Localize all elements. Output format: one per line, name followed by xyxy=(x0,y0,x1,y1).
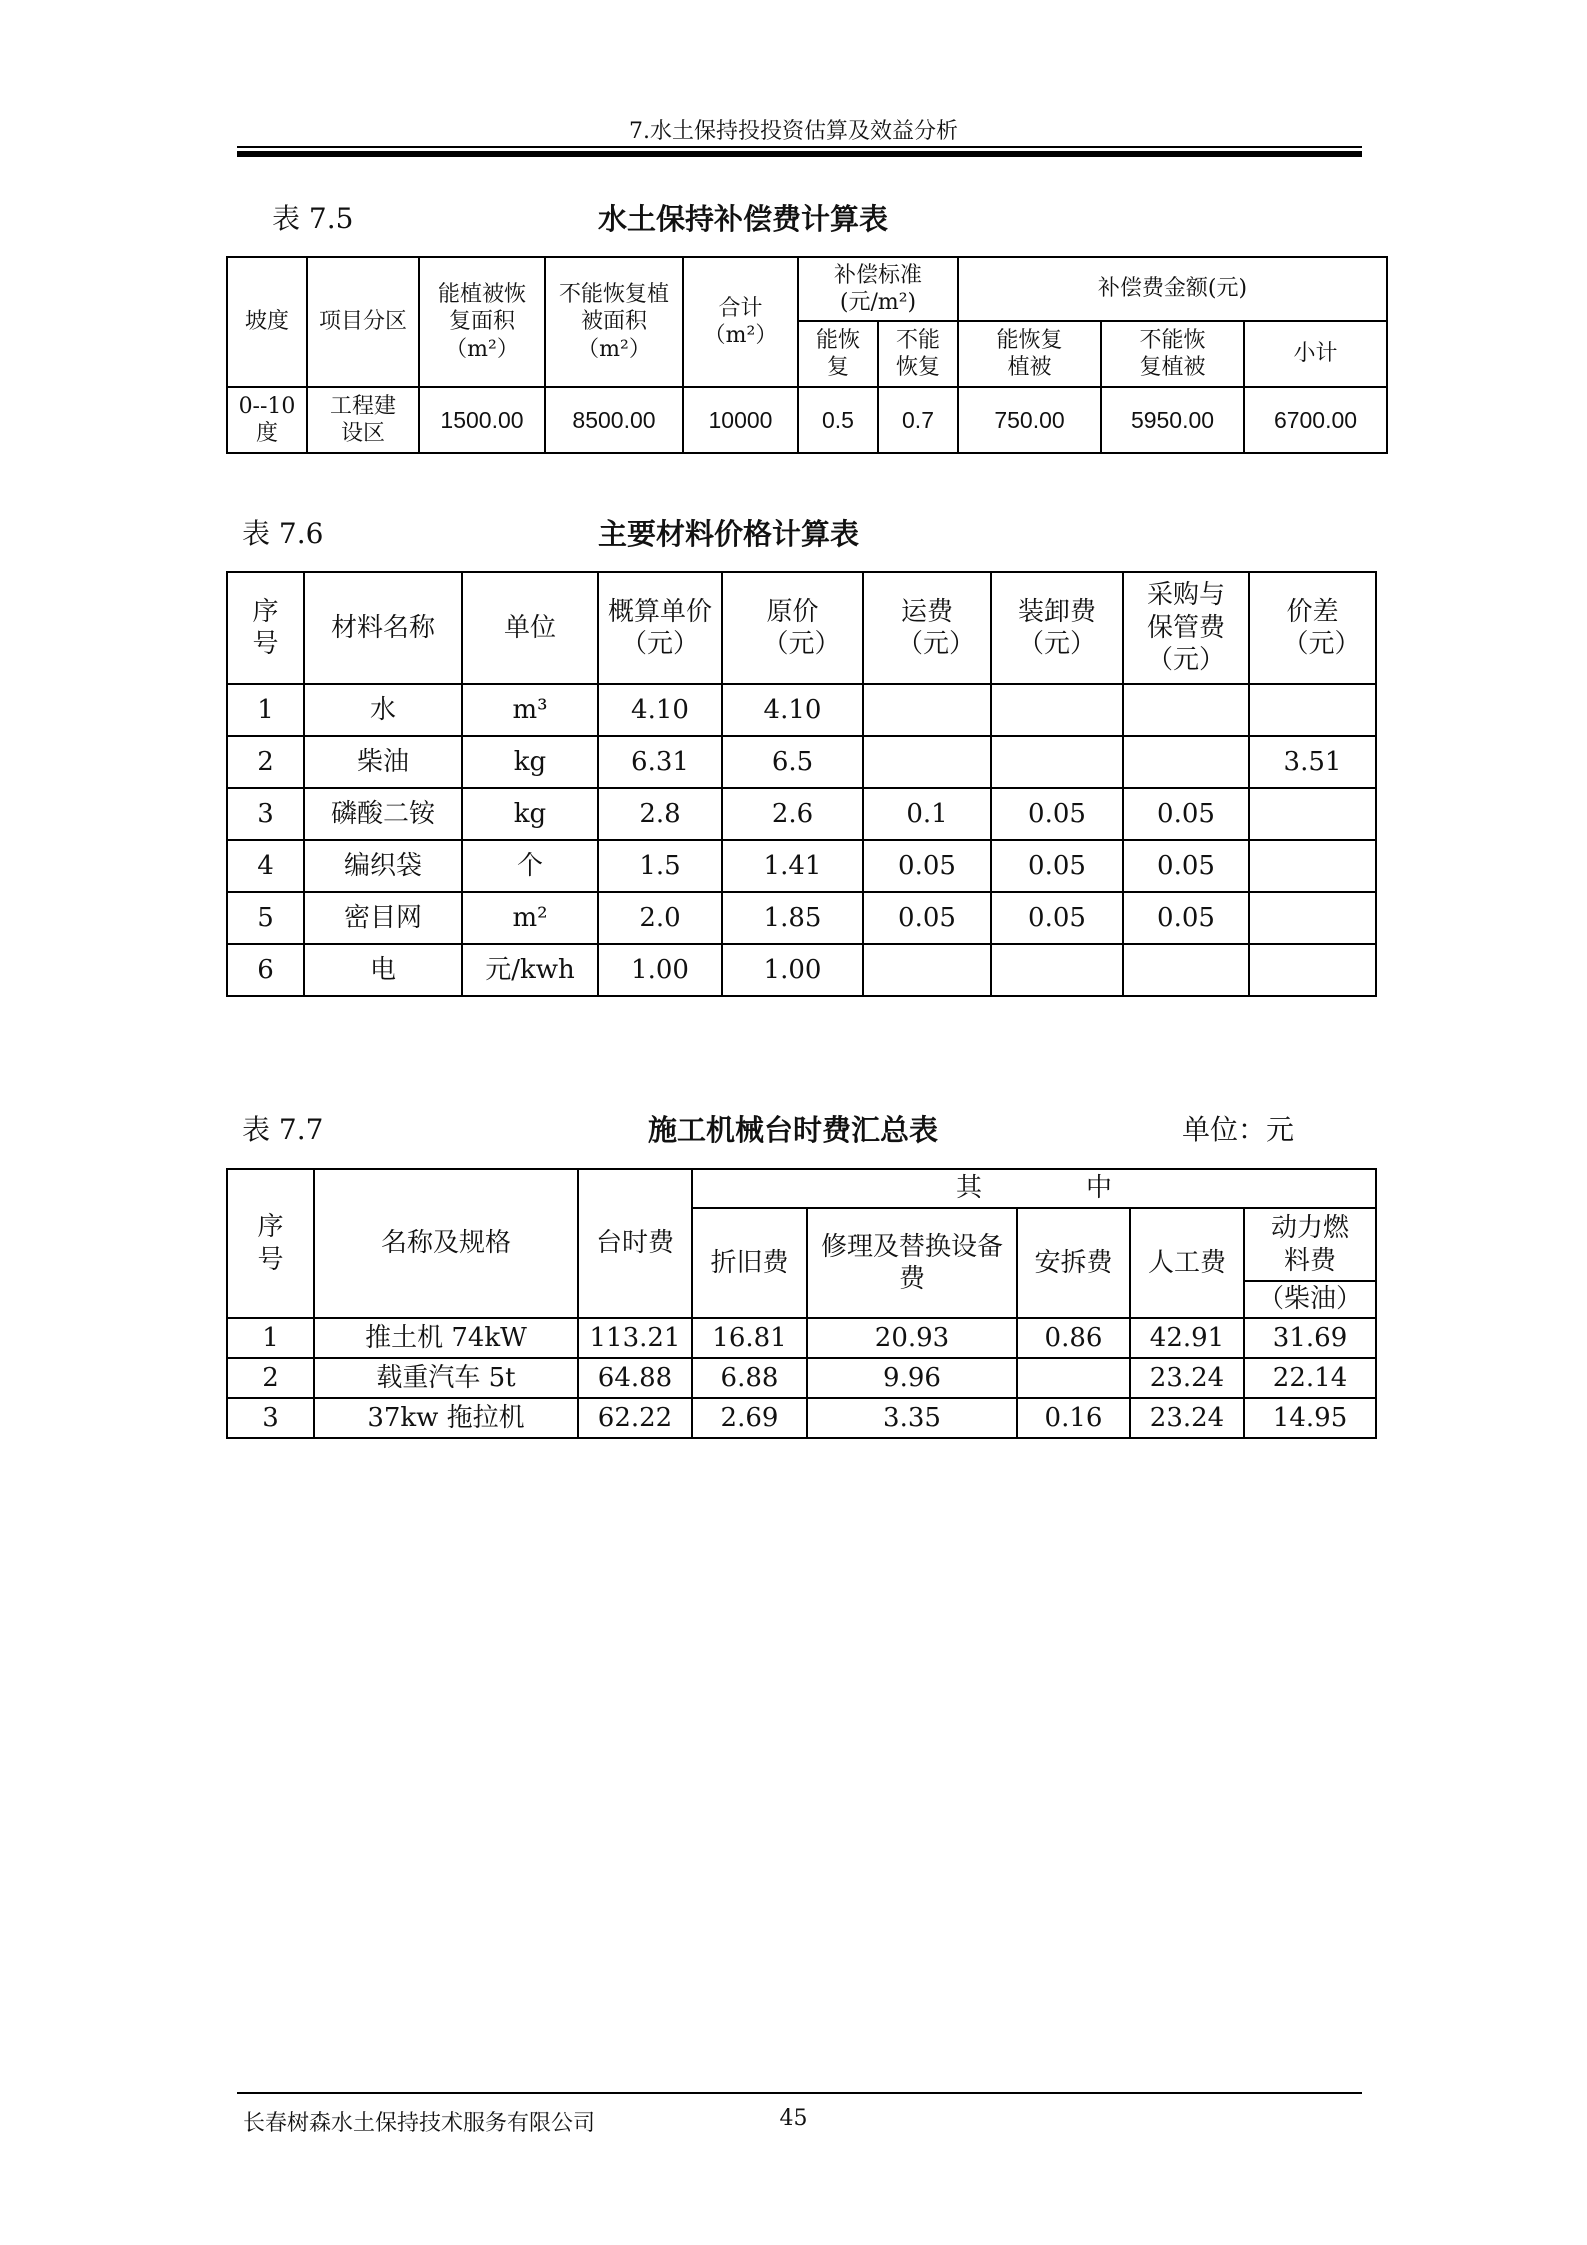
th-seq xyxy=(227,572,304,684)
table-row xyxy=(227,840,1376,892)
cell: m² xyxy=(462,892,598,944)
running-header: 7.水土保持投投资估算及效益分析 xyxy=(629,119,958,144)
th-repair-text: 修理及替换设备费 xyxy=(821,1231,1004,1294)
th-freight xyxy=(863,572,991,684)
cell xyxy=(863,736,991,788)
cell: m³ xyxy=(462,684,598,736)
table-row xyxy=(227,736,1376,788)
th-restorable xyxy=(798,321,878,387)
cell: 3.35 xyxy=(807,1398,1017,1438)
th-fuel-note: （柴油） xyxy=(1244,1281,1376,1318)
footer-company: 长春树森水土保持技术服务有限公司 xyxy=(243,2111,596,2136)
th-standard-text: 补偿标准 xyxy=(834,262,923,288)
cell: 6.31 xyxy=(598,736,722,788)
table-row xyxy=(227,788,1376,840)
cell: 20.93 xyxy=(807,1318,1017,1358)
cell: 0.86 xyxy=(1017,1318,1130,1358)
th-repair xyxy=(807,1208,1017,1318)
cell: 8500.00 xyxy=(545,387,683,453)
cell: 4.10 xyxy=(598,684,722,736)
th-restorable-text: 能恢复 xyxy=(815,327,860,380)
th-nonrestorable-area-text: 不能恢复植被面积 xyxy=(559,281,670,335)
cell: 密目网 xyxy=(304,892,462,944)
cell: 2 xyxy=(227,736,304,788)
th-original-price-text: 原价（元） xyxy=(762,596,841,659)
cell: 4.10 xyxy=(722,684,863,736)
th-restorable-veg xyxy=(958,321,1101,387)
table-row xyxy=(227,1358,1376,1398)
cell xyxy=(991,736,1123,788)
th-install: 安拆费 xyxy=(1017,1208,1130,1318)
cell: 2 xyxy=(227,1358,314,1398)
cell: 4 xyxy=(227,840,304,892)
cell: 0.16 xyxy=(1017,1398,1130,1438)
cell: 64.88 xyxy=(578,1358,692,1398)
cell: 0.05 xyxy=(863,840,991,892)
th-unit: 单位 xyxy=(462,572,598,684)
cell: 电 xyxy=(304,944,462,996)
cell: 2.0 xyxy=(598,892,722,944)
cell-zone xyxy=(307,387,419,453)
cell: 6700.00 xyxy=(1244,387,1387,453)
th-subtotal: 小计 xyxy=(1244,321,1387,387)
cell: 5 xyxy=(227,892,304,944)
cell: 6.5 xyxy=(722,736,863,788)
cell: 0.05 xyxy=(991,840,1123,892)
th-restorable-veg-text: 能恢复植被 xyxy=(996,327,1063,380)
cell xyxy=(1249,892,1376,944)
cell: 3 xyxy=(227,788,304,840)
cell: 0.7 xyxy=(878,387,958,453)
cell xyxy=(1249,944,1376,996)
th-nonrestorable xyxy=(878,321,958,387)
cell: 23.24 xyxy=(1130,1358,1244,1398)
cell xyxy=(863,684,991,736)
th-standard-unit: (元/m²) xyxy=(839,290,917,315)
cell: 23.24 xyxy=(1130,1398,1244,1438)
th-zone: 项目分区 xyxy=(307,257,419,387)
footer-rule xyxy=(237,2092,1362,2094)
th-seq xyxy=(227,1169,314,1318)
cell xyxy=(863,944,991,996)
cell: 1 xyxy=(227,684,304,736)
cell: 0.05 xyxy=(1123,840,1249,892)
th-nonrestorable-area xyxy=(545,257,683,387)
table-7-7-label: 表 7.7 xyxy=(242,1113,324,1146)
table-row xyxy=(227,387,1387,453)
th-seq-text: 序号 xyxy=(252,596,279,659)
th-amount: 补偿费金额(元) xyxy=(958,257,1387,321)
cell: 0.1 xyxy=(863,788,991,840)
header-rule-thick xyxy=(237,151,1362,157)
cell: 3.51 xyxy=(1249,736,1376,788)
cell xyxy=(1123,944,1249,996)
table-row xyxy=(227,1318,1376,1358)
table-row xyxy=(227,1398,1376,1438)
cell: 62.22 xyxy=(578,1398,692,1438)
th-area-unit: （m²） xyxy=(577,336,651,362)
cell: 1500.00 xyxy=(419,387,545,453)
cell: 1.00 xyxy=(722,944,863,996)
cell: kg xyxy=(462,788,598,840)
cell: 0.05 xyxy=(1123,892,1249,944)
table-7-6-label: 表 7.6 xyxy=(242,517,324,550)
table-row xyxy=(227,684,1376,736)
cell: 0.05 xyxy=(863,892,991,944)
th-handling-text: 装卸费（元） xyxy=(1017,596,1096,659)
th-seq-text: 序号 xyxy=(257,1212,284,1275)
th-total xyxy=(683,257,798,387)
table-7-5-title: 水土保持补偿费计算表 xyxy=(598,202,889,236)
cell: 6.88 xyxy=(692,1358,807,1398)
cell xyxy=(1249,684,1376,736)
cell xyxy=(991,944,1123,996)
th-name-spec: 名称及规格 xyxy=(314,1169,578,1318)
cell: 750.00 xyxy=(958,387,1101,453)
table-7-6-title: 主要材料价格计算表 xyxy=(598,517,860,551)
table-7-7-unit: 单位：元 xyxy=(1182,1113,1295,1146)
cell: 元/kwh xyxy=(462,944,598,996)
th-procurement-text: 采购与保管费（元） xyxy=(1146,580,1225,676)
cell: 9.96 xyxy=(807,1358,1017,1398)
th-handling xyxy=(991,572,1123,684)
cell xyxy=(1017,1358,1130,1398)
th-price-diff xyxy=(1249,572,1376,684)
machinery-hourly-cost-table xyxy=(226,1168,1377,1439)
cell: 磷酸二铵 xyxy=(304,788,462,840)
th-area-unit: （m²） xyxy=(445,336,519,362)
th-nonrestorable-text: 不能恢复 xyxy=(895,327,940,380)
th-budget-price-text: 概算单价（元） xyxy=(608,596,713,659)
cell: 载重汽车 5t xyxy=(314,1358,578,1398)
th-nonrestorable-veg-text: 不能恢复植被 xyxy=(1139,327,1206,380)
cell: 3 xyxy=(227,1398,314,1438)
th-total-text: 合计 xyxy=(718,295,763,321)
header-rule-thin xyxy=(237,146,1362,148)
th-freight-text: 运费（元） xyxy=(897,596,976,659)
cell: 31.69 xyxy=(1244,1318,1376,1358)
table-7-7-title: 施工机械台时费汇总表 xyxy=(648,1113,939,1147)
cell: 水 xyxy=(304,684,462,736)
cell: 1.00 xyxy=(598,944,722,996)
th-original-price xyxy=(722,572,863,684)
cell: 0.05 xyxy=(1123,788,1249,840)
cell: 1.85 xyxy=(722,892,863,944)
th-fuel xyxy=(1244,1208,1376,1281)
cell: 2.69 xyxy=(692,1398,807,1438)
table-row xyxy=(227,944,1376,996)
cell: 0.5 xyxy=(798,387,878,453)
th-material-name: 材料名称 xyxy=(304,572,462,684)
cell xyxy=(1123,736,1249,788)
compensation-fee-table xyxy=(226,256,1388,454)
th-slope: 坡度 xyxy=(227,257,307,387)
cell xyxy=(1249,788,1376,840)
th-depreciation: 折旧费 xyxy=(692,1208,807,1318)
cell: 推土机 74kW xyxy=(314,1318,578,1358)
cell: 14.95 xyxy=(1244,1398,1376,1438)
cell: 2.8 xyxy=(598,788,722,840)
cell: 编织袋 xyxy=(304,840,462,892)
th-restorable-area-text: 能植被恢复面积 xyxy=(437,281,526,335)
th-procurement xyxy=(1123,572,1249,684)
cell: 0.05 xyxy=(991,892,1123,944)
cell: kg xyxy=(462,736,598,788)
th-hourly-fee: 台时费 xyxy=(578,1169,692,1318)
cell: 个 xyxy=(462,840,598,892)
cell xyxy=(1123,684,1249,736)
cell-zone-text: 工程建设区 xyxy=(329,393,396,446)
cell: 1.41 xyxy=(722,840,863,892)
th-price-diff-text: 价差（元） xyxy=(1282,596,1361,659)
cell: 0.05 xyxy=(991,788,1123,840)
cell: 42.91 xyxy=(1130,1318,1244,1358)
table-7-5-label: 表 7.5 xyxy=(272,202,354,235)
cell xyxy=(991,684,1123,736)
material-price-table xyxy=(226,571,1377,997)
cell: 16.81 xyxy=(692,1318,807,1358)
th-among: 其 中 xyxy=(692,1169,1376,1208)
th-budget-price xyxy=(598,572,722,684)
cell: 22.14 xyxy=(1244,1358,1376,1398)
cell-slope xyxy=(227,387,307,453)
cell: 柴油 xyxy=(304,736,462,788)
table-row xyxy=(227,892,1376,944)
cell: 5950.00 xyxy=(1101,387,1244,453)
th-restorable-area xyxy=(419,257,545,387)
cell: 1 xyxy=(227,1318,314,1358)
cell xyxy=(1249,840,1376,892)
cell: 1.5 xyxy=(598,840,722,892)
cell-slope-text: 0--10度 xyxy=(238,393,296,446)
cell: 113.21 xyxy=(578,1318,692,1358)
cell: 37kw 拖拉机 xyxy=(314,1398,578,1438)
th-nonrestorable-veg xyxy=(1101,321,1244,387)
th-fuel-text: 动力燃料费 xyxy=(1271,1213,1350,1276)
th-area-unit: （m²） xyxy=(703,323,778,348)
th-standard xyxy=(798,257,958,321)
cell: 10000 xyxy=(683,387,798,453)
cell: 6 xyxy=(227,944,304,996)
th-labor: 人工费 xyxy=(1130,1208,1244,1318)
page-number: 45 xyxy=(779,2106,808,2131)
cell: 2.6 xyxy=(722,788,863,840)
